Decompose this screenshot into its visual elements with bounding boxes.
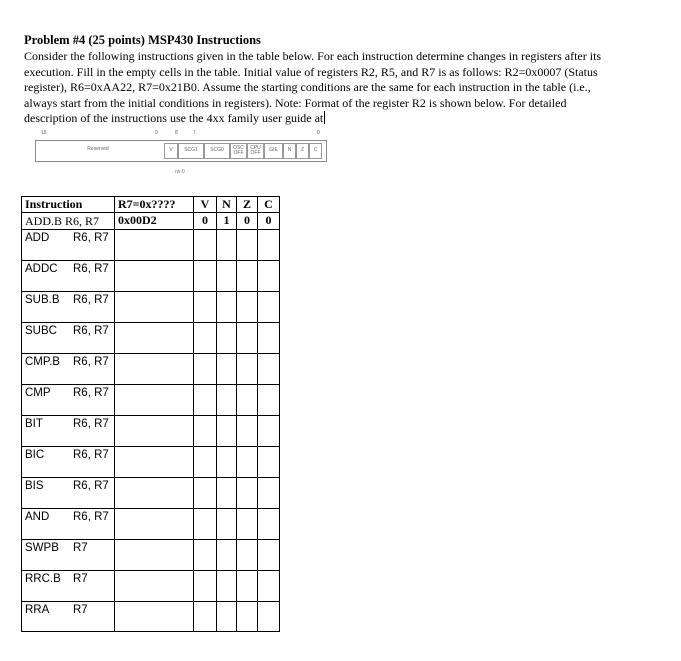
bit-number-15: 15 [41,130,47,136]
field-gie: GIE [264,143,283,159]
mnemonic: SUBC [25,325,57,337]
table-row [22,540,280,571]
table-row [22,354,280,385]
problem-line: execution. Fill in the empty cells in the table. Initial value of registers R2, R5, and R7 is as follows: R2=0x0007 (Status [24,64,598,79]
v-answer-cell[interactable] [194,292,217,323]
header-instruction: Instruction [22,197,115,213]
instruction-cell [22,509,115,540]
n-answer-cell[interactable] [217,292,237,323]
table-row [22,323,280,354]
operands: R6, R7 [73,387,109,399]
operands: R6, R7 [73,418,109,430]
register-frame [35,140,327,162]
operands: R7 [73,542,88,554]
instruction-cell [22,292,115,323]
mnemonic: SUB.B [25,294,60,306]
table-row [22,292,280,323]
instruction-cell [22,323,115,354]
table-row [22,571,280,602]
n-answer-cell[interactable] [217,478,237,509]
r7-answer-cell[interactable] [115,447,194,478]
table-row [22,478,280,509]
z-answer-cell[interactable] [237,385,258,416]
instruction-cell [22,571,115,602]
problem-line: register), R6=0xAA22, R7=0x21B0. Assume the starting conditions are the same for each instruction in the table (i.e., [24,80,591,95]
v-answer-cell[interactable] [194,354,217,385]
instruction-cell [22,602,115,632]
table-row [22,230,280,261]
bit-number-8: 8 [175,130,178,136]
field-oscoff: OSC OFF [230,143,247,159]
r7-answer-cell[interactable] [115,602,194,632]
v-answer-cell[interactable] [194,509,217,540]
table-row [22,385,280,416]
mnemonic: SWPB [25,542,59,554]
operands: R6, R7 [73,449,109,461]
header-z: Z [237,197,258,213]
table-row [22,447,280,478]
mnemonic: AND [25,511,50,523]
v-answer-cell[interactable] [194,602,217,632]
r7-answer-cell[interactable] [115,323,194,354]
n-answer-cell[interactable] [217,385,237,416]
r7-answer-cell[interactable] [115,292,194,323]
v-answer-cell[interactable] [194,571,217,602]
z-answer-cell[interactable] [237,540,258,571]
z-answer-cell[interactable] [237,354,258,385]
v-answer-cell[interactable] [194,447,217,478]
n-answer-cell[interactable] [217,509,237,540]
header-c: C [258,197,280,213]
v-answer-cell[interactable] [194,323,217,354]
mnemonic: ADD [25,232,50,244]
v-answer-cell[interactable] [194,261,217,292]
table-row [22,261,280,292]
header-r7: R7=0x???? [115,197,194,213]
z-answer-cell[interactable] [237,230,258,261]
c-answer-cell[interactable] [258,447,280,478]
c-answer-cell[interactable] [258,323,280,354]
z-answer-cell[interactable] [237,478,258,509]
c-answer-cell[interactable] [258,385,280,416]
instruction-cell [22,540,115,571]
c-answer-cell[interactable] [258,602,280,632]
field-scg1: SCG1 [178,143,204,159]
bit-number-9: 9 [155,130,158,136]
r7-answer-cell[interactable] [115,416,194,447]
field-z: Z [296,143,309,159]
table-row [22,602,280,632]
n-flag-cell: 1 [217,213,237,230]
problem-line-text: description of the instructions use the 4xx family user guide at [24,111,324,126]
c-flag-cell: 0 [258,213,280,230]
table-row [22,213,280,230]
field-c: C [309,143,322,159]
operands: R6, R7 [73,232,109,244]
header-n: N [217,197,237,213]
v-answer-cell[interactable] [194,385,217,416]
operands: R7 [73,573,88,585]
n-answer-cell[interactable] [217,602,237,632]
c-answer-cell[interactable] [258,509,280,540]
c-answer-cell[interactable] [258,230,280,261]
z-answer-cell[interactable] [237,509,258,540]
instruction-cell [22,230,115,261]
operands: R6, R7 [73,294,109,306]
problem-line-last [24,111,674,127]
r7-answer-cell[interactable] [115,261,194,292]
bit-number-0: 0 [317,130,320,136]
z-answer-cell[interactable] [237,292,258,323]
field-n: N [283,143,296,159]
mnemonic: BIT [25,418,43,430]
v-answer-cell[interactable] [194,478,217,509]
c-answer-cell[interactable] [258,540,280,571]
operands: R7 [73,604,88,616]
r7-answer-cell[interactable] [115,509,194,540]
r7-answer-cell[interactable] [115,385,194,416]
z-answer-cell[interactable] [237,602,258,632]
n-answer-cell[interactable] [217,416,237,447]
v-answer-cell[interactable] [194,416,217,447]
v-flag-cell: 0 [194,213,217,230]
instruction-cell: ADD.B R6, R7 [22,213,115,230]
n-answer-cell[interactable] [217,323,237,354]
operands: R6, R7 [73,263,109,275]
table-header-row [22,197,280,213]
table-row [22,509,280,540]
instruction-cell [22,447,115,478]
problem-line: always start from the initial conditions in registers). Note: Format of the register R2 is shown below. For detailed [24,95,567,110]
status-register-diagram [35,130,331,178]
mnemonic: CMP [25,387,51,399]
c-answer-cell[interactable] [258,261,280,292]
instruction-cell [22,385,115,416]
r7-answer-cell[interactable] [115,478,194,509]
instruction-cell [22,416,115,447]
r7-value-cell: 0x00D2 [115,213,194,230]
mnemonic: RRA [25,604,50,616]
v-answer-cell[interactable] [194,540,217,571]
c-answer-cell[interactable] [258,478,280,509]
instruction-cell [22,478,115,509]
problem-line: Consider the following instructions given in the table below. For each instruction determine changes in registers after its [24,49,602,63]
v-answer-cell[interactable] [194,230,217,261]
mnemonic: RRC.B [25,573,61,585]
n-answer-cell[interactable] [217,540,237,571]
z-answer-cell[interactable] [237,261,258,292]
instruction-cell [22,261,115,292]
mnemonic: CMP.B [25,356,60,368]
r7-answer-cell[interactable] [115,571,194,602]
mnemonic: BIS [25,480,44,492]
z-flag-cell: 0 [237,213,258,230]
header-v: V [194,197,217,213]
n-answer-cell[interactable] [217,447,237,478]
field-cpuoff: CPU OFF [247,143,264,159]
problem-heading: Problem #4 (25 points) MSP430 Instructions [24,33,261,47]
mnemonic: ADDC [25,263,58,275]
register-caption: rw-0 [175,169,185,175]
n-answer-cell[interactable] [217,354,237,385]
operands: R6, R7 [73,511,109,523]
bit-number-7: 7 [193,130,196,136]
table-row [22,416,280,447]
z-answer-cell[interactable] [237,571,258,602]
text-cursor [324,111,325,124]
r7-answer-cell[interactable] [115,540,194,571]
z-answer-cell[interactable] [237,416,258,447]
c-answer-cell[interactable] [258,354,280,385]
r7-answer-cell[interactable] [115,354,194,385]
z-answer-cell[interactable] [237,323,258,354]
instruction-cell [22,354,115,385]
c-answer-cell[interactable] [258,571,280,602]
c-answer-cell[interactable] [258,292,280,323]
r7-answer-cell[interactable] [115,230,194,261]
c-answer-cell[interactable] [258,416,280,447]
n-answer-cell[interactable] [217,261,237,292]
instruction-table [21,196,280,632]
field-v: V [164,143,178,159]
n-answer-cell[interactable] [217,230,237,261]
problem-text [24,49,674,127]
operands: R6, R7 [73,480,109,492]
n-answer-cell[interactable] [217,571,237,602]
operands: R6, R7 [73,325,109,337]
field-reserved: Reserved [38,143,158,157]
mnemonic: BIC [25,449,45,461]
operands: R6, R7 [73,356,109,368]
z-answer-cell[interactable] [237,447,258,478]
field-scg0: SCG0 [204,143,230,159]
